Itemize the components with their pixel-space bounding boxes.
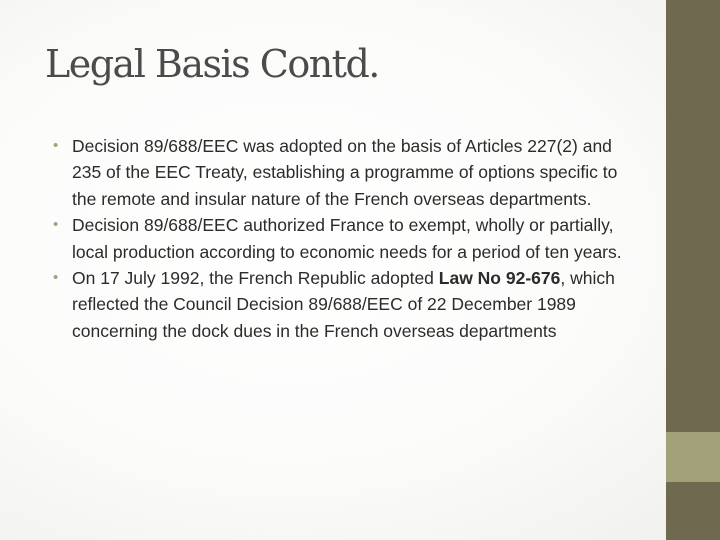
bullet-item-3 — [48, 265, 638, 344]
bullet-list — [48, 133, 638, 344]
slide-title: Legal Basis Contd. — [45, 42, 379, 86]
bullet-item-1 — [48, 133, 638, 212]
bullet-item-2 — [48, 212, 638, 265]
bullet-text-before: On 17 July 1992, the French Republic adopted — [72, 268, 439, 289]
bullet-text: Decision 89/688/EEC authorized France to exempt, wholly or partially, local production according to economic needs for a period of ten years. — [72, 215, 622, 262]
bullet-text-after: , which reflected the Council Decision 89/688/EEC of 22 December 1989 concerning the dock dues in the French overseas departments — [72, 268, 615, 341]
bullet-icon: • — [53, 137, 59, 154]
law-reference: Law No 92-676 — [438, 268, 561, 289]
bullet-text: Decision 89/688/EEC was adopted on the basis of Articles 227(2) and 235 of the EEC Treaty, establishing a programme of options specific to the remote and insular nature of the French overseas departments. — [72, 136, 618, 209]
bullet-icon: • — [53, 269, 59, 287]
side-bar-accent — [666, 432, 720, 482]
bullet-icon: • — [53, 216, 59, 234]
